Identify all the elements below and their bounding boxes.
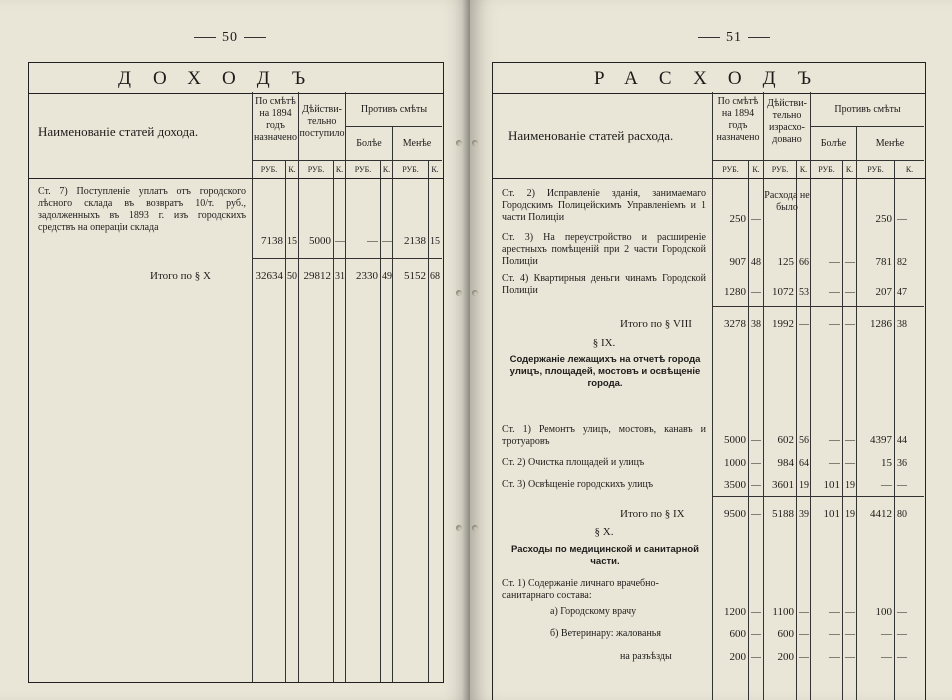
less-header: Менѣе (875, 138, 905, 149)
income-table (28, 92, 444, 683)
section-ix-title: Содержаніе лежащихъ на отчетѣ города улицъ, площадей, мостовъ и освѣщеніе города. (509, 354, 701, 389)
expense-row-ix1-label: Ст. 1) Ремонтъ улицъ, мостовъ, канавъ и тротуаровъ (502, 424, 706, 447)
more-header: Болѣе (820, 138, 847, 149)
total-viii-label: Итого по § VIII (620, 318, 692, 330)
more-header: Болѣе (356, 138, 382, 149)
actual-header: Дѣйстви-тельно поступило (299, 104, 345, 139)
expense-row-st2-label: Ст. 2) Исправленіе зданія, занимаемаго Городскимъ Полицейскимъ Управленіемъ и 1 части Полиціи (502, 188, 706, 223)
section-ix-heading: § IX. (592, 337, 616, 349)
against-header: Противъ смѣты (834, 104, 901, 115)
page-title: ДОХОДЪ (118, 68, 328, 89)
budget-header: По смѣтѣ на 1894 годъ назначено (254, 96, 297, 143)
expense-row-st4-label: Ст. 4) Квартирныя деньги чинамъ Городской Полиціи (502, 273, 706, 296)
expense-row-ix3-label: Ст. 3) Освѣщеніе городскихъ улицъ (502, 479, 654, 490)
expense-row-st3-label: Ст. 3) На переустройство и расширеніе арестныхъ помѣщеній при 2 части Городской Полиціи (502, 232, 706, 267)
section-x-title: Расходы по медицинской и санитарной части. (511, 544, 699, 567)
page-number-left: 50 (188, 30, 272, 46)
expense-row-xa-label: а) Городскому врачу (550, 606, 637, 617)
expense-row-xc-label: на разъѣзды (620, 651, 672, 662)
page-number-right: 51 (692, 30, 776, 46)
left-page: 50 ДОХОДЪ Наименованіе статей дохода. По смѣтѣ на 1894 годъ назначено Дѣйстви-тельно поступило Противъ смѣты Болѣе Менѣе РУБ. К. РУБ. К. РУБ. К. РУБ. К. Ст. 7) Поступленіе уплатъ отъ городского лѣсного склада въ возвратъ 10/т. руб., задолженныхъ въ 1893 г. изъ городскихъ средствъ на операціи склада 7138 15 5000 — — — 2138 15 Итого по § X 32634 50 29812 31 2330 49 5152 68 (0, 0, 470, 700)
total-ix-label: Итого по § IX (620, 508, 685, 520)
actual-header: Дѣйстви-тельно израсхо-довано (767, 98, 807, 145)
expense-row-x1-label: Ст. 1) Содержаніе личнаго врачебно-санитарнаго состава: (502, 578, 659, 601)
expense-row-xb-label: б) Ветеринару: жалованья (550, 628, 661, 639)
section-x-heading: § X. (594, 526, 614, 538)
budget-header: По смѣтѣ на 1894 годъ назначено (716, 96, 760, 143)
expense-name-header: Наименованіе статей расхода. (508, 128, 674, 143)
expense-row-ix2-label: Ст. 2) Очистка площадей и улицъ (502, 457, 645, 468)
right-page: 51 РАСХОДЪ Наименованіе статей расхода. По смѣтѣ на 1894 годъ назначено Дѣйстви-тельно израсхо-довано Противъ смѣты Болѣе Менѣе РУБ. К. РУБ. К. РУБ. К. РУБ. К. Ст. 2) Исправленіе зданія, занимаемаго Городскимъ Полицейскимъ Управленіемъ и 1 части Полиціи 250 — Расходa не было 250 — Ст. 3) На переустройство и расширеніе арестныхъ помѣщеній при 2 части Городской Полиціи 907 48 125 66 — — 781 82 Ст. 4) Квартирныя деньги чинамъ Городской Полиціи 1280 — 1072 53 — — 207 47 Итого по § VIII 3278 38 1992 — — — 1286 38 § IX. Содержаніе лежащихъ на отчетѣ города улицъ, площадей, мостовъ и освѣщеніе города. Ст. 1) Ремонтъ улицъ, мостовъ, канавъ и тротуаровъ 5000 — 602 56 — — 4397 44 Ст. 2) Очистка площадей и улицъ 1000 — 984 64 — — 15 36 Ст. 3) Освѣщеніе городскихъ улицъ 3500 — 3601 19 101 19 — — Итого по § IX 9500 — 5188 39 101 19 4412 80 § X. Расходы по медицинской и санитарной части. Ст. 1) Содержаніе личнаго врачебно-санитарнаго состава: а) Городскому врачу 1200 — 1100 — — — 100 — б) Ветеринару: жалованья 600 — 600 — — — — — на разъѣзды 200 — 200 — — — — — (470, 0, 952, 700)
less-header: Менѣе (402, 138, 432, 149)
income-name-header: Наименованіе статей дохода. (38, 124, 199, 139)
income-row-st7-label: Ст. 7) Поступленіе уплатъ отъ городского лѣсного склада въ возвратъ 10/т. руб., задолженныхъ въ 1893 г. изъ городскихъ средствъ на операціи склада (38, 186, 246, 233)
against-header: Противъ смѣты (360, 104, 428, 115)
page-title: РАСХОДЪ (594, 68, 833, 89)
income-total-label: Итого по § X (150, 270, 211, 282)
